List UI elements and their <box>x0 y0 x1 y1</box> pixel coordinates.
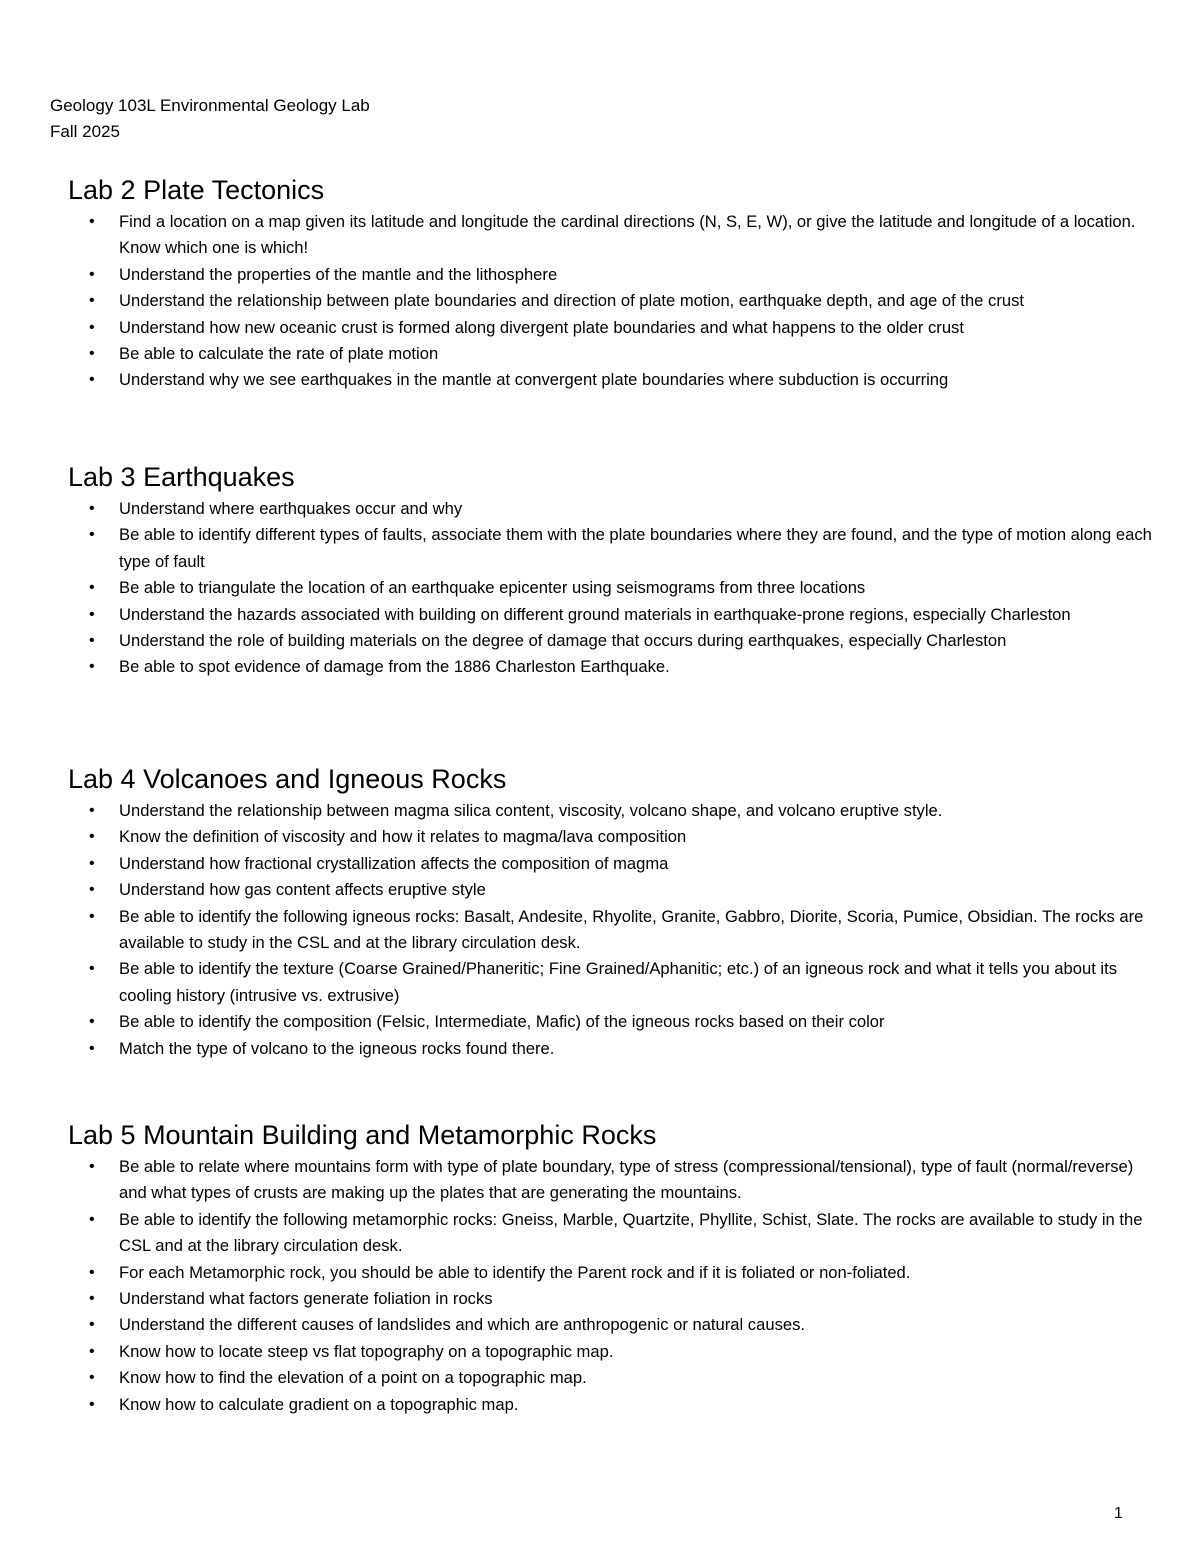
objective-text: Understand how fractional crystallization affects the composition of magma <box>119 853 669 873</box>
objective-item <box>68 1009 1158 1035</box>
objective-text: Be able to triangulate the location of an earthquake epicenter using seismograms from three locations <box>119 578 866 598</box>
objective-item <box>68 877 1158 903</box>
bullet-icon: • <box>89 1342 95 1360</box>
bullet-icon: • <box>89 1013 95 1031</box>
objective-text: Know how to locate steep vs flat topography on a topographic map. <box>119 1341 614 1361</box>
objective-item <box>68 341 1158 367</box>
bullet-icon: • <box>89 345 95 363</box>
bullet-icon: • <box>89 1158 95 1175</box>
bullet-icon: • <box>89 371 95 389</box>
objective-text: Understand the hazards associated with building on different ground materials in earthquake-prone regions, especially Charleston <box>119 604 1071 624</box>
objective-text: Find a location on a map given its latitude and longitude the cardinal directions (N, S, E, W), or give the latitude and longitude of a location. Know which one is which! <box>119 212 1136 258</box>
bullet-icon: • <box>89 960 95 978</box>
objective-text: Be able to identify different types of faults, associate them with the plate boundaries where they are found, and the type of motion along each type of fault <box>119 525 1152 571</box>
objective-text: Know the definition of viscosity and how it relates to magma/lava composition <box>119 827 687 847</box>
bullet-icon: • <box>89 500 95 517</box>
section-lab-5 <box>68 1118 1158 1418</box>
objective-text: Be able to identify the following igneous rocks: Basalt, Andesite, Rhyolite, Granite, Gabbro, Diorite, Scoria, Pumice, Obsidian. The rocks are available to study in the CSL and at the library circulation desk. <box>119 906 1144 953</box>
objective-text: For each Metamorphic rock, you should be able to identify the Parent rock and if it is foliated or non-foliated. <box>119 1262 911 1282</box>
bullet-icon: • <box>89 658 95 676</box>
bullet-icon: • <box>89 828 95 846</box>
objective-text: Know how to find the elevation of a point on a topographic map. <box>119 1368 587 1388</box>
objective-text: Understand why we see earthquakes in the mantle at convergent plate boundaries where subduction is occurring <box>119 370 949 390</box>
objective-item <box>68 1036 1158 1062</box>
bullet-icon: • <box>89 1395 95 1413</box>
bullet-icon: • <box>89 802 95 819</box>
objective-item <box>68 956 1158 1009</box>
section-heading: Lab 5 Mountain Building and Metamorphic Rocks <box>68 1120 657 1150</box>
bullet-icon: • <box>89 526 95 544</box>
section-lab-4 <box>68 762 1158 1062</box>
objective-text: Understand what factors generate foliation in rocks <box>119 1289 493 1309</box>
objective-text: Be able to identify the composition (Felsic, Intermediate, Mafic) of the igneous rocks based on their color <box>119 1012 885 1032</box>
objective-item <box>68 367 1158 393</box>
objective-list <box>68 209 1158 394</box>
objective-text: Be able to spot evidence of damage from the 1886 Charleston Earthquake. <box>119 657 670 677</box>
objective-text: Be able to identify the following metamorphic rocks: Gneiss, Marble, Quartzite, Phyllite, Schist, Slate. The rocks are available to study in the CSL and at the library circulation desk. <box>119 1209 1143 1256</box>
objective-item <box>68 1154 1158 1207</box>
bullet-icon: • <box>89 1290 95 1308</box>
objective-text: Understand the relationship between magma silica content, viscosity, volcano shape, and volcano eruptive style. <box>119 801 943 820</box>
section-lab-3 <box>68 460 1158 681</box>
course-title: Geology 103L Environmental Geology Lab <box>50 96 370 115</box>
objective-list <box>68 496 1158 681</box>
objective-item <box>68 798 1158 824</box>
objective-text: Understand the different causes of landslides and which are anthropogenic or natural causes. <box>119 1315 805 1335</box>
objective-item <box>68 575 1158 601</box>
section-heading: Lab 2 Plate Tectonics <box>68 175 325 205</box>
objective-text: Know how to calculate gradient on a topographic map. <box>119 1394 519 1414</box>
bullet-icon: • <box>89 292 95 310</box>
objective-list <box>68 798 1158 1062</box>
bullet-icon: • <box>89 881 95 899</box>
course-term: Fall 2025 <box>50 122 120 141</box>
objective-item <box>68 602 1158 628</box>
objective-text: Understand the role of building materials on the degree of damage that occurs during earthquakes, especially Charleston <box>119 631 1007 651</box>
bullet-icon: • <box>89 1369 95 1387</box>
objective-item <box>68 1286 1158 1312</box>
bullet-icon: • <box>89 1210 95 1228</box>
objective-item <box>68 522 1158 575</box>
bullet-icon: • <box>89 265 95 283</box>
course-header <box>50 93 370 145</box>
bullet-icon: • <box>89 1263 95 1281</box>
bullet-icon: • <box>89 579 95 597</box>
bullet-icon: • <box>89 318 95 336</box>
section-heading: Lab 3 Earthquakes <box>68 462 295 492</box>
objective-item <box>68 851 1158 877</box>
objective-item <box>68 1365 1158 1391</box>
objective-text: Understand how new oceanic crust is formed along divergent plate boundaries and what happens to the older crust <box>119 317 964 337</box>
objective-text: Be able to calculate the rate of plate motion <box>119 344 439 364</box>
bullet-icon: • <box>89 632 95 650</box>
objective-item <box>68 654 1158 680</box>
objective-text: Match the type of volcano to the igneous rocks found there. <box>119 1038 555 1058</box>
objective-item <box>68 262 1158 288</box>
objective-item <box>68 904 1158 957</box>
objective-text: Understand the properties of the mantle and the lithosphere <box>119 264 558 284</box>
objective-list <box>68 1154 1158 1418</box>
objective-text: Understand the relationship between plate boundaries and direction of plate motion, earthquake depth, and age of the crust <box>119 291 1024 311</box>
objective-text: Understand how gas content affects eruptive style <box>119 880 486 900</box>
bullet-icon: • <box>89 854 95 872</box>
objective-item <box>68 1392 1158 1418</box>
objective-text: Be able to identify the texture (Coarse Grained/Phaneritic; Fine Grained/Aphanitic; etc.) of an igneous rock and what it tells you about its cooling history (intrusive vs. extrusive) <box>119 959 1118 1005</box>
objective-item <box>68 1312 1158 1338</box>
bullet-icon: • <box>89 1316 95 1334</box>
section-heading: Lab 4 Volcanoes and Igneous Rocks <box>68 764 507 794</box>
objective-text: Understand where earthquakes occur and why <box>119 499 463 518</box>
bullet-icon: • <box>89 213 95 230</box>
objective-item <box>68 496 1158 522</box>
section-lab-2 <box>68 173 1158 394</box>
objective-item <box>68 315 1158 341</box>
objective-item <box>68 628 1158 654</box>
page-number: 1 <box>1114 1505 1123 1522</box>
bullet-icon: • <box>89 605 95 623</box>
objective-item <box>68 209 1158 262</box>
bullet-icon: • <box>89 907 95 925</box>
objective-item <box>68 1339 1158 1365</box>
objective-item <box>68 1260 1158 1286</box>
objective-item <box>68 824 1158 850</box>
objective-text: Be able to relate where mountains form with type of plate boundary, type of stress (compressional/tensional), type of fault (normal/reverse) and what types of crusts are making up the plates that are generating the mountains. <box>119 1157 1134 1203</box>
objective-item <box>68 288 1158 314</box>
objective-item <box>68 1207 1158 1260</box>
bullet-icon: • <box>89 1039 95 1057</box>
